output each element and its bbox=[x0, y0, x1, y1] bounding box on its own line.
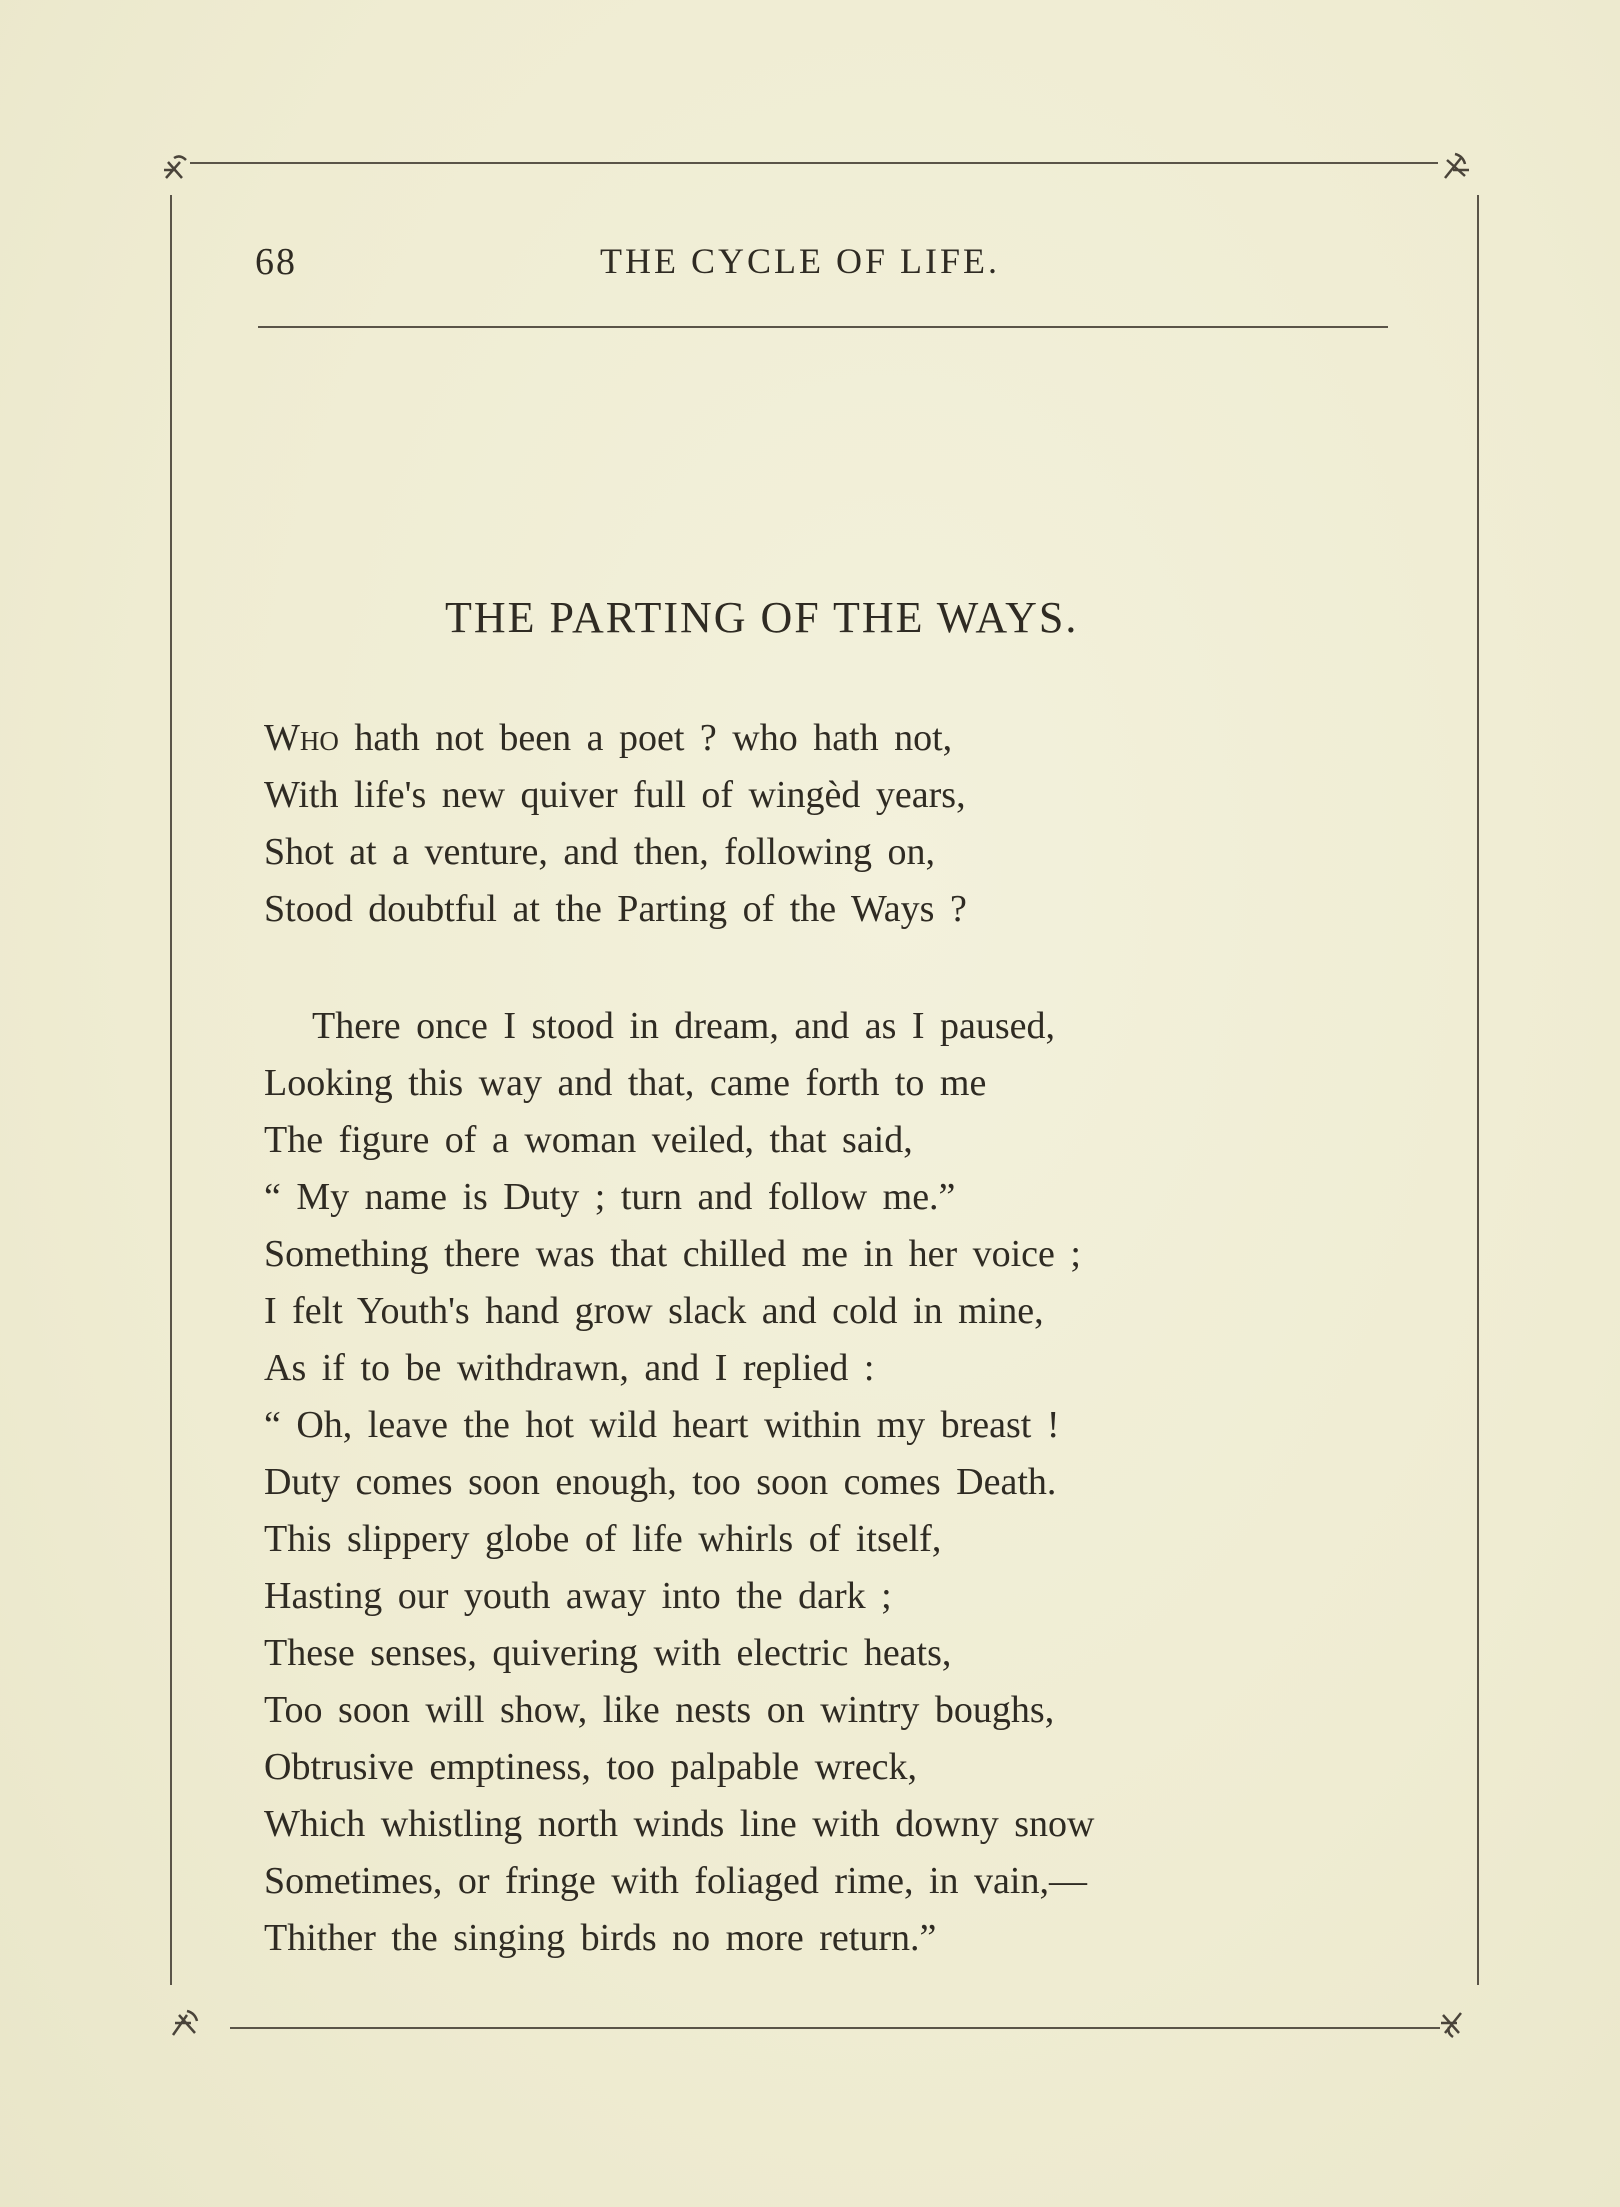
poem-line: This slippery globe of life whirls of itself, bbox=[264, 1518, 942, 1560]
poem-line: There once I stood in dream, and as I paused, bbox=[312, 1005, 1056, 1047]
poem-line: Duty comes soon enough, too soon comes Death. bbox=[264, 1461, 1057, 1503]
poem-line: Something there was that chilled me in her voice ; bbox=[264, 1233, 1081, 1275]
page-number: 68 bbox=[255, 241, 297, 283]
poem-title: THE PARTING OF THE WAYS. bbox=[445, 593, 1079, 642]
frame-right-rule bbox=[1477, 195, 1479, 1985]
poem-line-text: hath not been a poet ? who hath not, bbox=[338, 717, 953, 759]
frame-top-rule bbox=[190, 162, 1438, 164]
poem-line: Stood doubtful at the Parting of the Ways ? bbox=[264, 888, 967, 930]
poem-line: Shot at a venture, and then, following on, bbox=[264, 831, 935, 873]
frame-left-rule bbox=[170, 195, 172, 1985]
running-title: THE CYCLE OF LIFE. bbox=[600, 241, 1000, 281]
header-rule bbox=[258, 326, 1388, 328]
running-header bbox=[255, 240, 1390, 290]
poem-line bbox=[264, 710, 1324, 767]
frame-bottom-rule bbox=[230, 2027, 1440, 2029]
poem-line: These senses, quivering with electric heats, bbox=[264, 1632, 952, 1674]
poem-line: Which whistling north winds line with downy snow bbox=[264, 1803, 1095, 1845]
corner-ornament-icon bbox=[165, 2003, 205, 2043]
first-word-small-caps: Who bbox=[264, 717, 339, 759]
corner-ornament-icon bbox=[1435, 148, 1475, 188]
corner-ornament-icon bbox=[160, 148, 200, 188]
poem-line: Looking this way and that, came forth to me bbox=[264, 1062, 987, 1104]
corner-ornament-icon bbox=[1435, 2003, 1475, 2043]
stanza-1 bbox=[264, 710, 1324, 938]
poem-line: As if to be withdrawn, and I replied : bbox=[264, 1347, 875, 1389]
stanza-2 bbox=[264, 998, 1324, 1967]
poem-line: Thither the singing birds no more return.” bbox=[264, 1917, 937, 1959]
poem-line: With life's new quiver full of wingèd years, bbox=[264, 774, 966, 816]
poem-line: Obtrusive emptiness, too palpable wreck, bbox=[264, 1746, 917, 1788]
poem-line: Hasting our youth away into the dark ; bbox=[264, 1575, 892, 1617]
poem-line: “ My name is Duty ; turn and follow me.” bbox=[264, 1176, 956, 1218]
poem-line: The figure of a woman veiled, that said, bbox=[264, 1119, 913, 1161]
poem-line: Sometimes, or fringe with foliaged rime, in vain,— bbox=[264, 1860, 1087, 1902]
poem-line: Too soon will show, like nests on wintry boughs, bbox=[264, 1689, 1055, 1731]
poem-line: I felt Youth's hand grow slack and cold in mine, bbox=[264, 1290, 1044, 1332]
poem-line: “ Oh, leave the hot wild heart within my breast ! bbox=[264, 1404, 1060, 1446]
